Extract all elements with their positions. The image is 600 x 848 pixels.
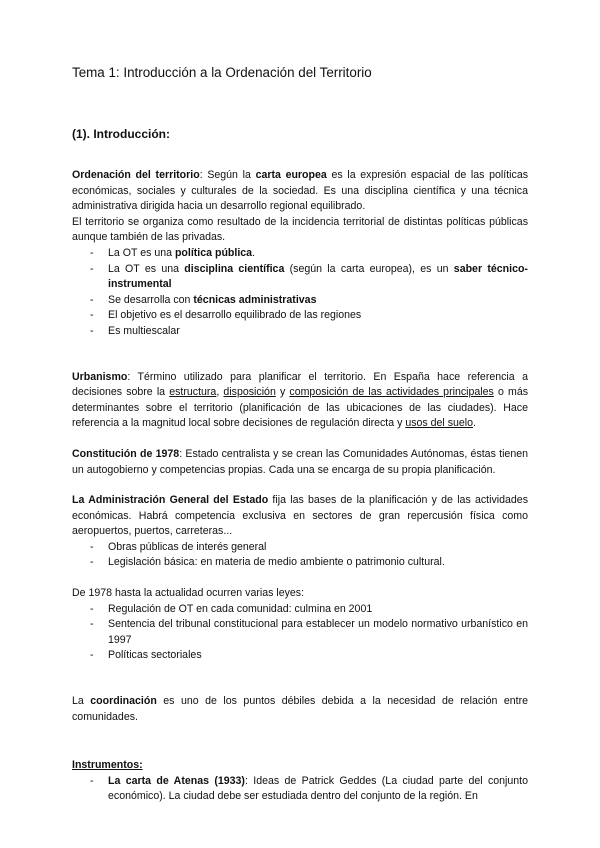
instrumentos-heading: Instrumentos: [72,759,143,772]
ordenacion-term: Ordenación del territorio [72,169,200,181]
list-item: - Se desarrolla con técnicas administrativas [72,293,528,309]
urbanismo-paragraph: Urbanismo: Término utilizado para planificar el territorio. En España hace referencia a decisiones sobre la estructura, disposición y composición de las actividades principales o más determinantes sobre el territorio (planificación de las ubicaciones de las ciudades). Hace referencia a la magnitud local sobre decisiones de regulación directa y usos del suelo. [72,370,529,430]
urbanismo-term: Urbanismo [72,370,128,383]
ordenacion-list [72,246,528,340]
list-item: - Políticas sectoriales [72,648,528,664]
page-title: Tema 1: Introducción a la Ordenación del Territorio [72,65,372,80]
administracion-paragraph: La Administración General del Estado fija las bases de la planificación y de las actividades económicas. Habrá competencia exclusiva en sectores de gran repercusión física como aeropuertos, puertos, carreteras... [72,494,528,538]
leyes-list [72,602,528,664]
list-item: - Sentencia del tribunal constitucional para establecer un modelo normativo urbanístico en 1997 [72,617,528,648]
ordenacion-definition: Ordenación del territorio: Según la carta europea es la expresión espacial de las políticas económicas, sociales y culturales de la sociedad. Es una disciplina científica y una técnica administrativa dirigida hacia un desarrollo regional equilibrado. [72,169,529,213]
list-item: - Regulación de OT en cada comunidad: culmina en 2001 [72,602,528,618]
list-item: - La OT es una disciplina científica (según la carta europea), es un saber técnico-instrumental [72,262,528,293]
leyes-section [72,586,528,664]
list-item: - La OT es una política pública. [72,246,528,262]
administracion-section [72,493,528,571]
leyes-intro: De 1978 hasta la actualidad ocurren varias leyes: [72,587,305,600]
coordinacion-paragraph: La coordinación es uno de los puntos débiles debida a la necesidad de relación entre comunidades. [72,695,528,723]
document-page [72,64,528,805]
section-heading: (1). Introducción: [72,127,170,141]
carta-europea-term: carta europea [255,169,327,181]
ordenacion-section [72,168,528,340]
ordenacion-paragraph: El territorio se organiza como resultado de la incidencia territorial de distintas políticas públicas aunque también de las privadas. [72,215,528,244]
coordinacion-term: coordinación [90,695,157,708]
list-item: - La carta de Atenas (1933): Ideas de Patrick Geddes (La ciudad parte del conjunto económico). La ciudad debe ser estudiada dentro del conjunto de la región. En [72,774,528,805]
constitucion-paragraph: Constitución de 1978: Estado centralista y se crean las Comunidades Autónomas, éstas tienen un autogobierno y competencias propias. Cada una se encarga de su propia planificación. [72,447,528,476]
list-item: - El objetivo es el desarrollo equilibrado de las regiones [72,308,528,324]
instrumentos-section [72,758,528,805]
instrumentos-list [72,774,528,805]
constitucion-term: Constitución de 1978 [72,447,180,460]
administracion-list [72,540,528,571]
list-item: - Legislación básica: en materia de medio ambiente o patrimonio cultural. [72,555,528,571]
list-item: - Es multiescalar [72,324,528,340]
administracion-term: La Administración General del Estado [72,494,269,507]
list-item: - Obras públicas de interés general [72,540,528,556]
